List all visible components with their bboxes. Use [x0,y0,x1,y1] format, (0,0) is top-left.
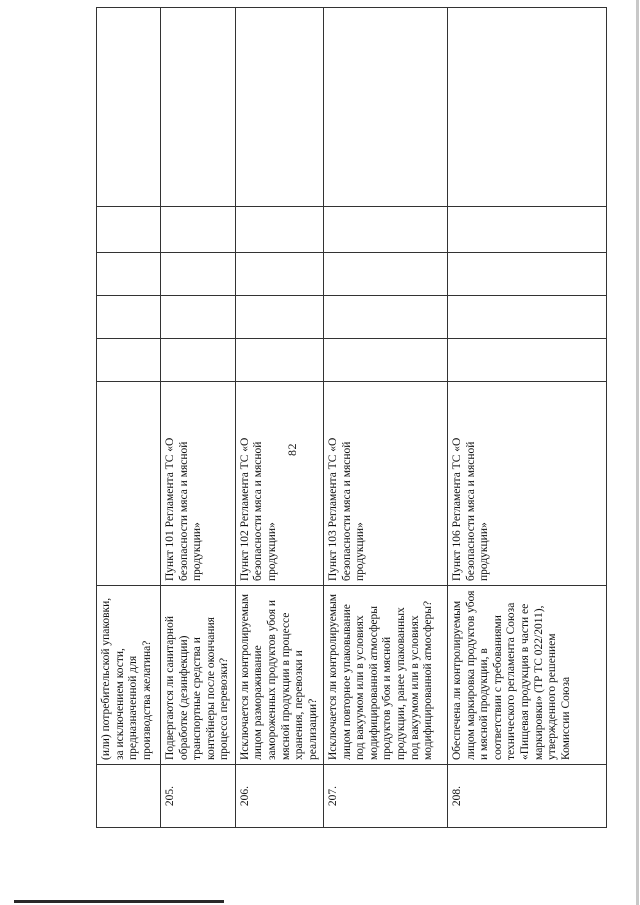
reference-cell: Пункт 103 Регламента ТС «О безопасности мяса и мясной продукции» [324,382,448,586]
table-row [235,8,323,828]
extra-cell [448,207,607,253]
reference-cell: Пункт 102 Регламента ТС «О безопасности мяса и мясной продукции» [235,382,323,586]
row-number: 205. [161,765,236,828]
no-cell [161,296,236,339]
note-cell [161,8,236,207]
page-number: 82 [284,443,299,456]
yes-cell [324,339,448,382]
table-row [161,8,236,828]
extra-cell [235,207,323,253]
table-row [324,8,448,828]
question-cell: Обеспечена ли контролируемым лицом маркировка продуктов убоя и мясной продукции, в соответствии с требованиями технического регламента Союза «Пищевая продукция в части ее маркировки» (ТР ТС 022/2011), утвержденного решением Комиссии Союза [448,586,607,765]
note-cell [324,8,448,207]
extra-cell [324,207,448,253]
reference-cell: Пункт 101 Регламента ТС «О безопасности мяса и мясной продукции» [161,382,236,586]
rotated-table-container [96,80,581,828]
question-cell: (или) потребительской упаковки, за исключением кости, предназначенной для производства желатина? [97,586,161,765]
no-cell [97,296,161,339]
yes-cell [161,339,236,382]
yes-cell [235,339,323,382]
no-cell [324,296,448,339]
na-cell [97,253,161,296]
reference-cell: Пункт 106 Регламента ТС «О безопасности мяса и мясной продукции» [448,382,607,586]
table-row [97,8,161,828]
question-cell: Подвергаются ли санитарной обработке (дезинфекции) транспортные средства и контейнеры после окончания процесса перевозки? [161,586,236,765]
no-cell [448,296,607,339]
na-cell [235,253,323,296]
reference-cell [97,382,161,586]
row-number: 207. [324,765,448,828]
na-cell [448,253,607,296]
row-number: 208. [448,765,607,828]
extra-cell [161,207,236,253]
no-cell [235,296,323,339]
note-cell [448,8,607,207]
scan-edge-shadow [636,0,639,905]
na-cell [161,253,236,296]
note-cell [97,8,161,207]
checklist-table [96,7,607,828]
scan-edge-mark [14,900,224,903]
question-cell: Исключается ли контролируемым лицом повторное упаковывание под вакуумом или в условиях модифицированной атмосферы продуктов убоя и мясной продукции, ранее упакованных под вакуумом или в условиях модифицированной атмосферы? [324,586,448,765]
na-cell [324,253,448,296]
row-number [97,765,161,828]
note-cell [235,8,323,207]
table-row [448,8,607,828]
extra-cell [97,207,161,253]
yes-cell [97,339,161,382]
yes-cell [448,339,607,382]
question-cell: Исключается ли контролируемым лицом размораживание замороженных продуктов убоя и мясной продукции в процессе хранения, перевозки и реализации? [235,586,323,765]
row-number: 206. [235,765,323,828]
